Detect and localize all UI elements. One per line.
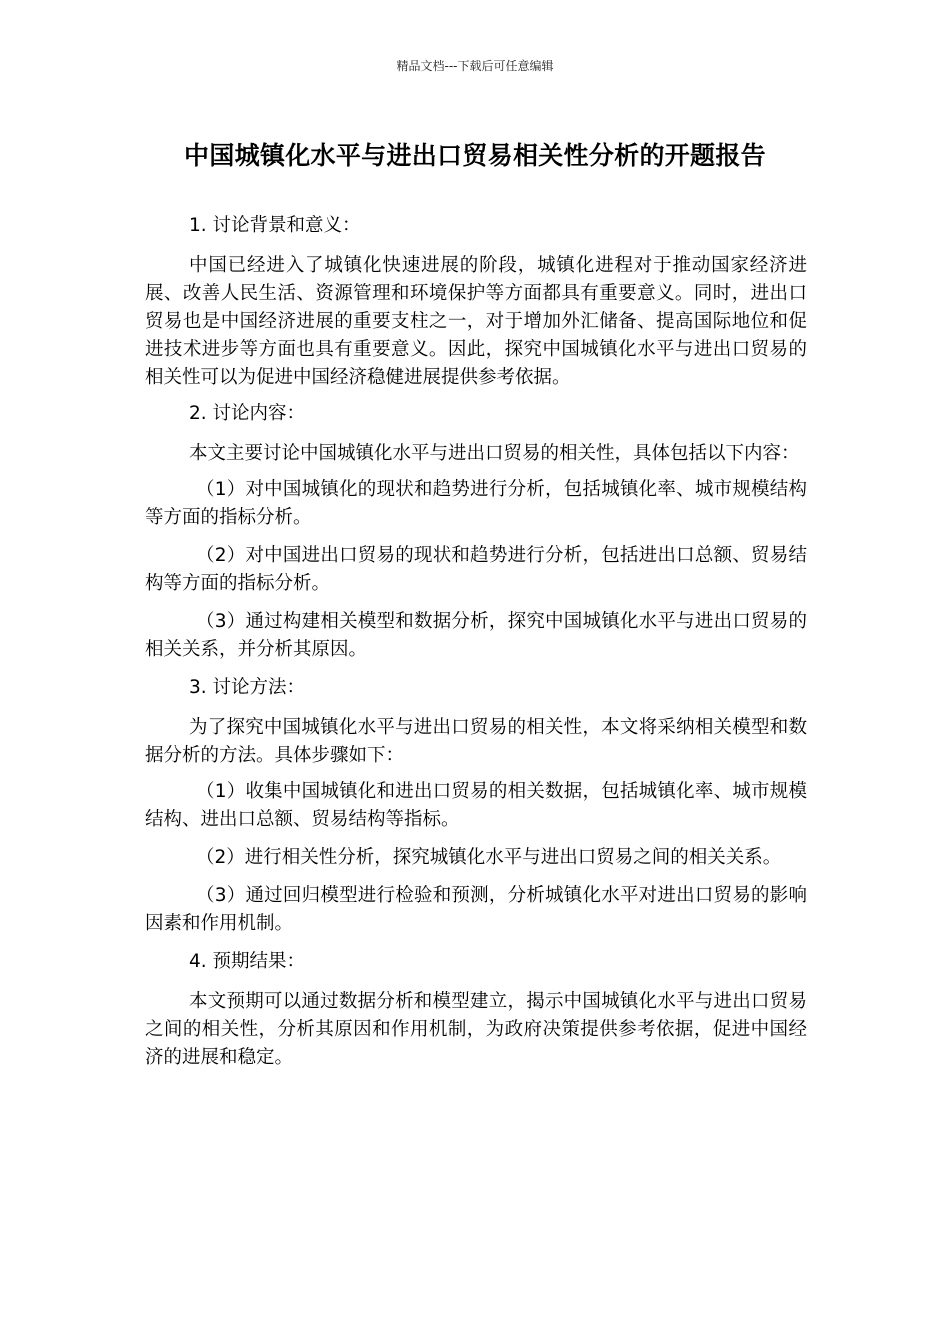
document-body (145, 212, 807, 1080)
list-item: （3）通过构建相关模型和数据分析，探究中国城镇化水平与进出口贸易的相关关系，并分析其原因。 (145, 611, 807, 660)
section-heading-content: 2. 讨论内容： (189, 403, 306, 424)
section-heading-background: 1. 讨论背景和意义： (189, 215, 361, 236)
list-item: （1）对中国城镇化的现状和趋势进行分析，包括城镇化率、城市规模结构等方面的指标分析。 (145, 479, 807, 528)
section-heading-method: 3. 讨论方法： (189, 677, 306, 698)
section-heading-results: 4. 预期结果： (189, 951, 306, 972)
page-header: 精品文档---下载后可任意编辑 (396, 59, 554, 73)
list-item: （2）对中国进出口贸易的现状和趋势进行分析，包括进出口总额、贸易结构等方面的指标分析。 (145, 545, 807, 594)
paragraph-background: 中国已经进入了城镇化快速进展的阶段，城镇化进程对于推动国家经济进展、改善人民生活、资源管理和环境保护等方面都具有重要意义。同时，进出口贸易也是中国经济进展的重要支柱之一，对于增加外汇储备、提高国际地位和促进技术进步等方面也具有重要意义。因此，探究中国城镇化水平与进出口贸易的相关性可以为促进中国经济稳健进展提供参考依据。 (145, 255, 807, 388)
document-title: 中国城镇化水平与进出口贸易相关性分析的开题报告 (184, 141, 766, 170)
list-item: （1）收集中国城镇化和进出口贸易的相关数据，包括城镇化率、城市规模结构、进出口总额、贸易结构等指标。 (145, 781, 807, 830)
list-item: （2）进行相关性分析，探究城镇化水平与进出口贸易之间的相关关系。 (196, 847, 782, 868)
paragraph-method-intro: 为了探究中国城镇化水平与进出口贸易的相关性，本文将采纳相关模型和数据分析的方法。具体步骤如下： (145, 717, 807, 766)
paragraph-content-intro: 本文主要讨论中国城镇化水平与进出口贸易的相关性，具体包括以下内容： (189, 443, 800, 464)
list-item: （3）通过回归模型进行检验和预测，分析城镇化水平对进出口贸易的影响因素和作用机制。 (145, 885, 807, 934)
paragraph-results: 本文预期可以通过数据分析和模型建立，揭示中国城镇化水平与进出口贸易之间的相关性，分析其原因和作用机制，为政府决策提供参考依据，促进中国经济的进展和稳定。 (145, 991, 807, 1068)
